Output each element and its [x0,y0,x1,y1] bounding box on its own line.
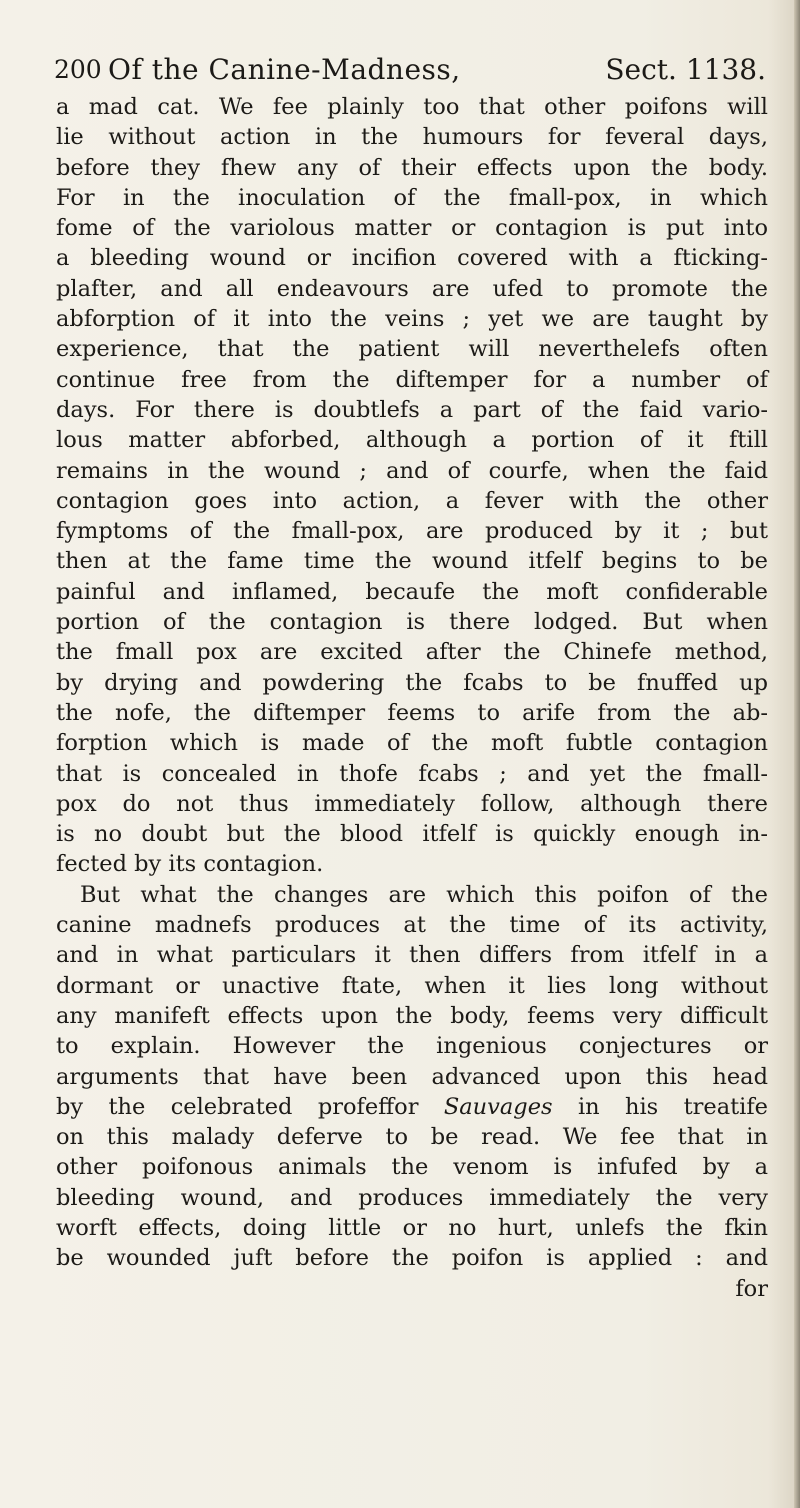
page-number: 200 [54,55,102,84]
text-segment: by the celebrated profeffor [56,1093,419,1120]
text-line: a mad cat. We fee plainly too that other poifons will [56,94,768,120]
text-line: canine madnefs produces at the time of its activity, [56,912,768,939]
page-header [54,50,766,90]
text-line: lous matter abforbed, although a portion of it ftill [56,427,768,454]
text-line: lie without action in the humours for feveral days, [56,124,768,151]
text-line: a bleeding wound or incifion covered with a fticking- [56,245,768,272]
text-line: pox do not thus immediately follow, although there [56,790,768,817]
text-line: arguments that have been advanced upon this head [56,1063,768,1090]
catchword: for [735,1275,768,1302]
text-line: be wounded juft before the poifon is applied : and [56,1245,768,1272]
text-line: worft effects, doing little or no hurt, unlefs the fkin [56,1214,768,1241]
text-line: dormant or unactive ftate, when it lies long without [56,972,768,999]
text-line: contagion goes into action, a fever with the other [56,487,768,514]
text-line: any manifeft effects upon the body, feems very difficult [56,1002,768,1029]
text-line: portion of the contagion is there lodged. But when [56,609,768,636]
text-line: the fmall pox are excited after the Chinefe method, [56,639,768,666]
text-line: is no doubt but the blood itfelf is quickly enough in- [56,821,768,848]
text-line: that is concealed in thofe fcabs ; and yet the fmall- [56,760,768,787]
running-title: Of the Canine-Madness, [108,53,461,86]
text-line: by drying and powdering the fcabs to be fnuffed up [56,669,768,696]
text-line: days. For there is doubtlefs a part of the faid vario- [56,396,768,423]
text-line: on this malady deferve to be read. We fee that in [56,1124,768,1151]
text-line: fected by its contagion. [56,851,324,878]
text-line: other poifonous animals the venom is infufed by a [56,1154,768,1181]
text-line: For in the inoculation of the fmall-pox, in which [56,184,768,211]
text-line: and in what particulars it then differs from itfelf in a [56,942,768,969]
text-line: before they fhew any of their effects upon the body. [56,154,768,181]
text-line: to explain. However the ingenious conjectures or [56,1033,768,1060]
text-line: remains in the wound ; and of courfe, when the faid [56,457,768,484]
text-line: forption which is made of the moft fubtle contagion [56,730,768,757]
text-line: experience, that the patient will neverthelefs often [56,336,768,363]
text-line: bleeding wound, and produces immediately the very [56,1184,768,1211]
text-line: fome of the variolous matter or contagion is put into [56,215,768,242]
text-segment: in his treatife [577,1093,768,1120]
text-line: the nofe, the diftemper feems to arife from the ab- [56,699,768,726]
text-line: abforption of it into the veins ; yet we are taught by [56,306,768,333]
text-line-with-italic [56,1092,768,1122]
body-text [56,92,768,1304]
section-number: Sect. 1138. [605,53,766,86]
italic-name: Sauvages [443,1093,553,1120]
paragraph-start-line: But what the changes are which this poifon of the [80,881,768,908]
text-line: painful and inflamed, becaufe the moft confiderable [56,578,768,605]
text-line: then at the fame time the wound itfelf begins to be [56,548,768,575]
text-line: plafter, and all endeavours are ufed to promote the [56,275,768,302]
text-line: continue free from the diftemper for a number of [56,366,768,393]
text-line: fymptoms of the fmall-pox, are produced by it ; but [56,518,768,545]
page-edge [794,0,800,1508]
